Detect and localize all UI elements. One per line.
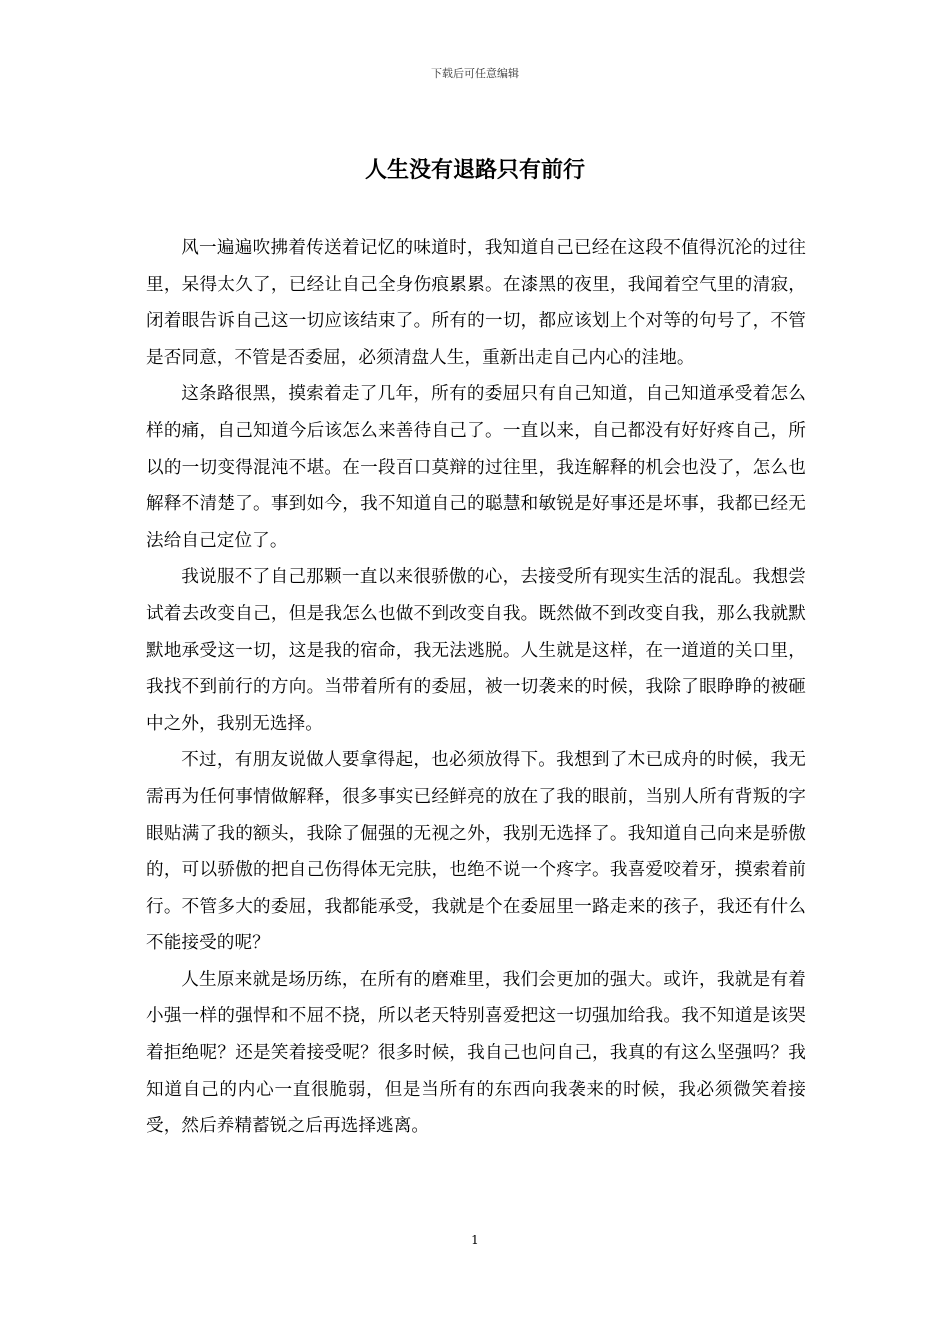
page-header-note: 下载后可任意编辑	[431, 67, 519, 80]
page-number: 1	[471, 1233, 479, 1247]
body-paragraph-5: 人生原来就是场历练，在所有的磨难里，我们会更加的强大。或许，我就是有着小强一样的强悍和不屈不挠，所以老天特别喜爱把这一切强加给我。我不知道是该哭着拒绝呢？还是笑着接受呢？很多时候，我自己也问自己，我真的有这么坚强吗？我知道自己的内心一直很脆弱，但是当所有的东西向我袭来的时候，我必须微笑着接受，然后养精蓄锐之后再选择逃离。	[146, 969, 806, 1137]
body-paragraph-4: 不过，有朋友说做人要拿得起，也必须放得下。我想到了木已成舟的时候，我无需再为任何事情做解释，很多事实已经鲜亮的放在了我的眼前，当别人所有背叛的字眼贴满了我的额头，我除了倔强的无视之外，我别无选择了。我知道自己向来是骄傲的，可以骄傲的把自己伤得体无完肤，也绝不说一个疼字。我喜爱咬着牙，摸索着前行。不管多大的委屈，我都能承受，我就是个在委屈里一路走来的孩子，我还有什么不能接受的呢？	[146, 750, 806, 954]
body-paragraph-2: 这条路很黑，摸索着走了几年，所有的委屈只有自己知道，自己知道承受着怎么样的痛，自己知道今后该怎么来善待自己了。一直以来，自己都没有好好疼自己，所以的一切变得混沌不堪。在一段百口莫辩的过往里，我连解释的机会也没了，怎么也解释不清楚了。事到如今，我不知道自己的聪慧和敏锐是好事还是坏事，我都已经无法给自己定位了。	[146, 384, 806, 551]
body-paragraph-3: 我说服不了自己那颗一直以来很骄傲的心，去接受所有现实生活的混乱。我想尝试着去改变自己，但是我怎么也做不到改变自我。既然做不到改变自我，那么我就默默地承受这一切，这是我的宿命，我无法逃脱。人生就是这样，在一道道的关口里，我找不到前行的方向。当带着所有的委屈，被一切袭来的时候，我除了眼睁睁的被砸中之外，我别无选择。	[146, 567, 806, 734]
document-body	[146, 230, 806, 1145]
document-title: 人生没有退路只有前行	[364, 157, 585, 183]
body-paragraph-1: 风一遍遍吹拂着传送着记忆的味道时，我知道自己已经在这段不值得沉沦的过往里，呆得太久了，已经让自己全身伤痕累累。在漆黑的夜里，我闻着空气里的清寂，闭着眼告诉自己这一切应该结束了。所有的一切，都应该划上个对等的句号了，不管是否同意，不管是否委屈，必须清盘人生，重新出走自己内心的洼地。	[146, 238, 806, 368]
